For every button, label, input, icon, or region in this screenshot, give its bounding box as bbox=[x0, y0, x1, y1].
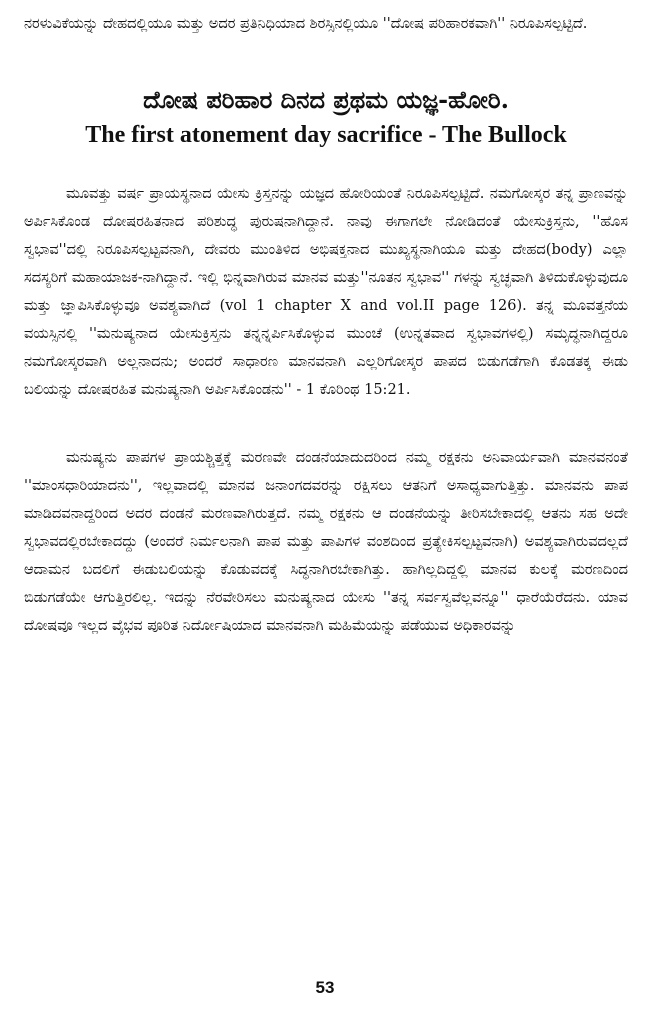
body-paragraph-2: ಮನುಷ್ಯನು ಪಾಪಗಳ ಪ್ರಾಯಶ್ಚಿತ್ತಕ್ಕೆ ಮರಣವೇ ದಂಡನೆಯಾದುದರಿಂದ ನಮ್ಮ ರಕ್ಷಕನು ಅನಿವಾರ್ಯವಾಗಿ ಮಾನವನಂತೆ ''ಮಾಂಸಧಾರಿಯಾದನು'', ಇಲ್ಲವಾದಲ್ಲಿ ಮಾನವ ಜನಾಂಗದವರನ್ನು ರಕ್ಷಿಸಲು ಆತನಿಗೆ ಅಸಾಧ್ಯವಾಗುತ್ತಿತ್ತು. ಮಾನವನು ಪಾಪ ಮಾಡಿದವನಾದ್ದರಿಂದ ಅದರ ದಂಡನೆ ಮರಣವಾಗಿರುತ್ತದೆ. ನಮ್ಮ ರಕ್ಷಕನು ಆ ದಂಡನೆಯನ್ನು ತೀರಿಸಬೇಕಾದಲ್ಲಿ ಆತನು ಸಹ ಅದೇ ಸ್ವಭಾವದಲ್ಲಿರಬೇಕಾದದ್ದು (ಅಂದರೆ ನಿರ್ಮಲನಾಗಿ ಪಾಪ ಮತ್ತು ಪಾಪಿಗಳ ವಂಶದಿಂದ ಪ್ರತ್ಯೇಕಿಸಲ್ಪಟ್ಟವನಾಗಿ) ಅವಶ್ಯವಾಗಿರುವದಲ್ಲದೆ ಆದಾಮನ ಬದಲಿಗೆ ಈಡುಬಲಿಯನ್ನು ಕೊಡುವದಕ್ಕೆ ಸಿದ್ಧನಾಗಿರಬೇಕಾಗಿತ್ತು. ಹಾಗಿಲ್ಲದಿದ್ದಲ್ಲಿ ಮಾನವ ಕುಲಕ್ಕೆ ಮರಣದಿಂದ ಬಿಡುಗಡೆಯೇ ಆಗುತ್ತಿರಲಿಲ್ಲ. ಇದನ್ನು ನೆರವೇರಿಸಲು ಮನುಷ್ಯನಾದ ಯೇಸು ''ತನ್ನ ಸರ್ವಸ್ವವೆಲ್ಲವನ್ನೂ'' ಧಾರೆಯೆರೆದನು. ಯಾವ ದೋಷವೂ ಇಲ್ಲದ ವೈಭವ ಪೂರಿತ ನಿರ್ದೋಷಿಯಾದ ಮಾನವನಾಗಿ ಮಹಿಮೆಯನ್ನು ಪಡೆಯುವ ಅಧಿಕಾರವನ್ನು bbox=[24, 450, 628, 634]
body-paragraph-1: ಮೂವತ್ತು ವರ್ಷ ಪ್ರಾಯಸ್ಥನಾದ ಯೇಸು ಕ್ರಿಸ್ತನನ್ನು ಯಜ್ಞದ ಹೋರಿಯಂತೆ ನಿರೂಪಿಸಲ್ಪಟ್ಟಿದೆ. ನಮಗೋಸ್ಕರ ತನ್ನ ಪ್ರಾಣವನ್ನು ಅರ್ಪಿಸಿಕೊಂಡ ದೋಷರಹಿತನಾದ ಪರಿಶುದ್ಧ ಪುರುಷನಾಗಿದ್ದಾನೆ. ನಾವು ಈಗಾಗಲೇ ನೋಡಿದಂತೆ ಯೇಸುಕ್ರಿಸ್ತನು, ''ಹೊಸ ಸ್ವಭಾವ''ದಲ್ಲಿ ನಿರೂಪಿಸಲ್ಪಟ್ಟವನಾಗಿ, ದೇವರು ಮುಂತಿಳಿದ ಅಭಿಷಕ್ತನಾದ ಮುಖ್ಯಸ್ಥನಾಗಿಯೂ ಮತ್ತು ದೇಹದ(body) ಎಲ್ಲಾ ಸದಸ್ಯರಿಗೆ ಮಹಾಯಾಜಕ-ನಾಗಿದ್ದಾನೆ. ಇಲ್ಲಿ ಭಿನ್ನವಾಗಿರುವ ಮಾನವ ಮತ್ತು''ನೂತನ ಸ್ವಭಾವ'' ಗಳನ್ನು ಸ್ವಚ್ಛವಾಗಿ ತಿಳಿದುಕೊಳ್ಳುವುದೂ ಮತ್ತು ಜ್ಞಾಪಿಸಿಕೊಳ್ಳುವೂ ಅವಶ್ಯವಾಗಿದೆ (vol 1 chapter X and vol.II page 126). ತನ್ನ ಮೂವತ್ತನೆಯ ವಯಸ್ಸಿನಲ್ಲಿ ''ಮನುಷ್ಯನಾದ ಯೇಸುಕ್ರಿಸ್ತನು ತನ್ನನ್ನರ್ಪಿಸಿಕೊಳ್ಳುವ ಮುಂಚೆ (ಉನ್ನತವಾದ ಸ್ವಭಾವಗಳಲ್ಲಿ) ಸಮೃದ್ಧನಾಗಿದ್ದರೂ ನಮಗೋಸ್ಕರವಾಗಿ ಅಲ್ಲನಾದನು; ಅಂದರೆ ಸಾಧಾರಣ ಮಾನವನಾಗಿ ಎಲ್ಲರಿಗೋಸ್ಕರ ಪಾಪದ ಬಿಡುಗಡೆಗಾಗಿ ಕೊಡತಕ್ಕ ಈಡು ಬಲಿಯನ್ನು ದೋಷರಹಿತ ಮನುಷ್ಯನಾಗಿ ಅರ್ಪಿಸಿಕೊಂಡನು'' - 1 ಕೊರಿಂಥ 15:21. bbox=[24, 186, 628, 398]
page-number: 53 bbox=[315, 978, 335, 997]
section-title-english: The first atonement day sacrifice - The Bullock bbox=[85, 122, 567, 148]
section-title-kannada: ದೋಷ ಪರಿಹಾರ ದಿನದ ಪ್ರಥಮ ಯಜ್ಞ-ಹೋರಿ. bbox=[143, 85, 509, 114]
continued-paragraph: ನರಳುವಿಕೆಯನ್ನು ದೇಹದಲ್ಲಿಯೂ ಮತ್ತು ಅದರ ಪ್ರತಿನಿಧಿಯಾದ ಶಿರಸ್ಸಿನಲ್ಲಿಯೂ ''ದೋಷ ಪರಿಹಾರಕವಾಗಿ'' ನಿರೂಪಿಸಲ್ಪಟ್ಟಿದೆ. bbox=[24, 16, 588, 32]
